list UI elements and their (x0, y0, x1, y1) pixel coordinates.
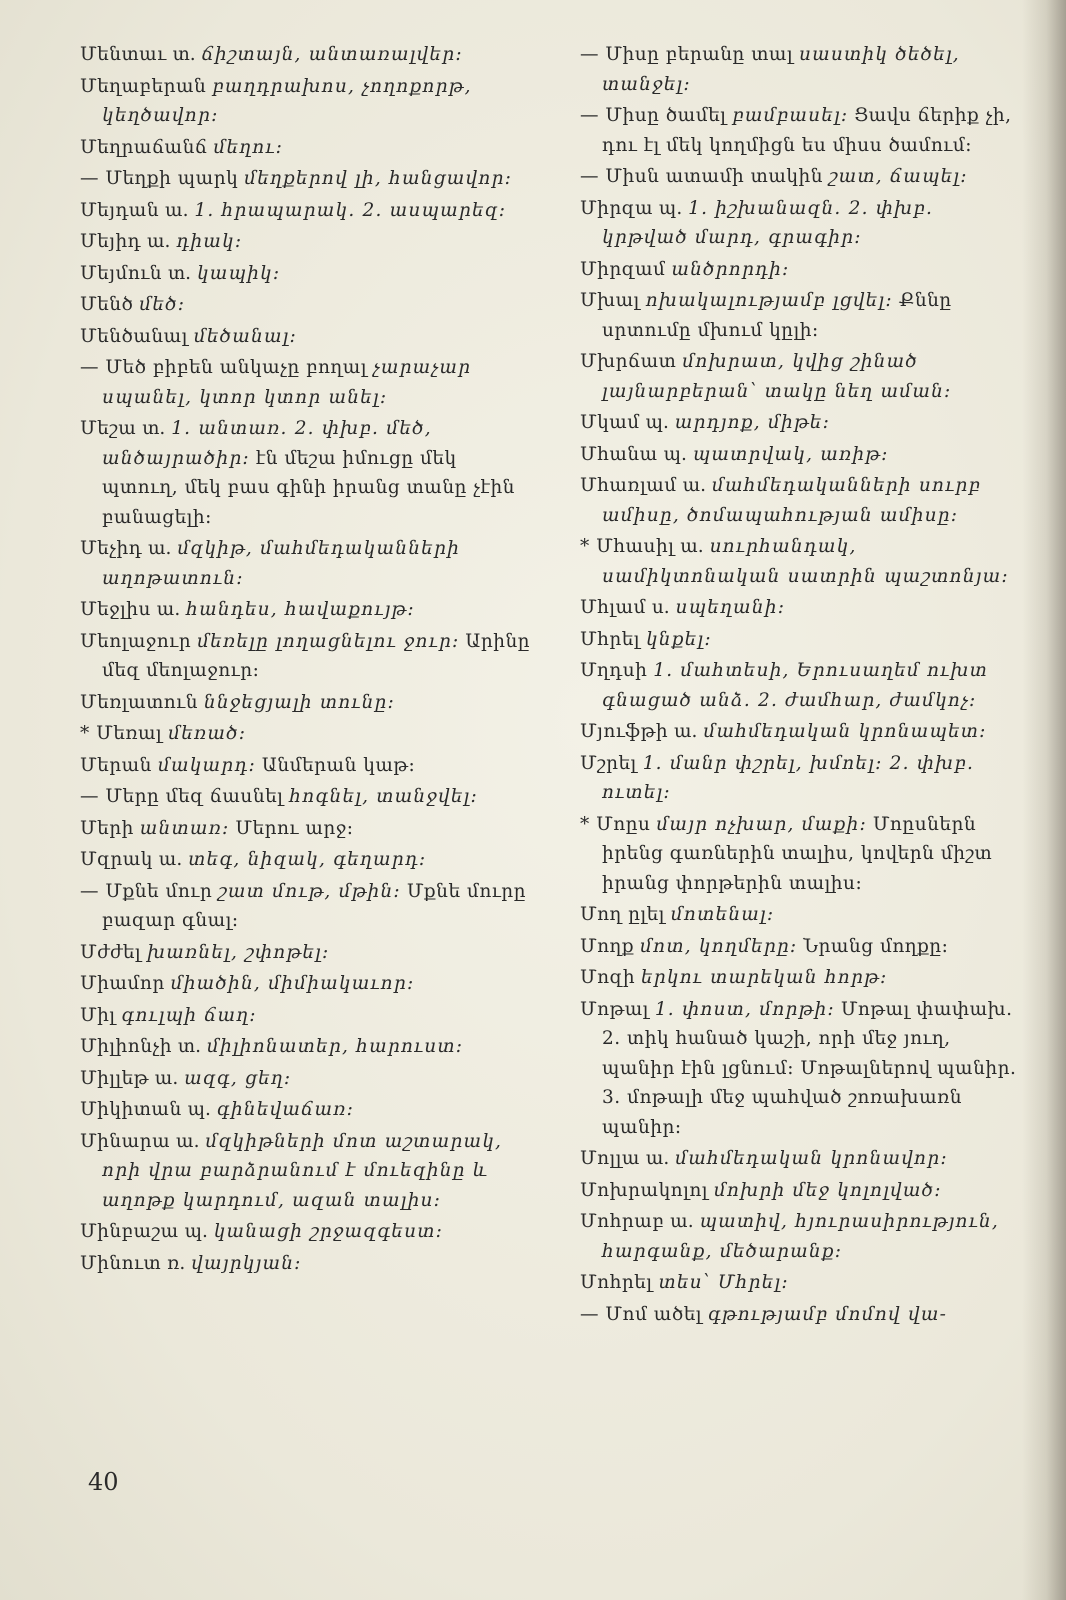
dictionary-entry (580, 40, 1020, 99)
dictionary-entry (580, 1176, 1020, 1206)
entry-headword: Մենտաւ (80, 44, 167, 65)
left-column (80, 40, 535, 1280)
entry-definition: սաստիկ ծեծել, տանջել։ (602, 44, 960, 95)
entry-definition: գթությամբ մոմով վա- (707, 1303, 948, 1325)
entry-headword: Մխալ (580, 290, 640, 311)
entry-headword: Մենծ (80, 294, 134, 315)
entry-headword: Մխրճատ (580, 351, 677, 372)
dictionary-entry (580, 471, 1020, 530)
entry-definition: կապիկ։ (196, 262, 281, 284)
dictionary-entry (80, 1032, 535, 1062)
entry-headword: * Մհասիլ (580, 536, 675, 557)
entry-grammar: ս. (651, 597, 670, 618)
entry-headword: Մշրել (580, 752, 637, 774)
dictionary-entry (80, 1064, 535, 1094)
entry-headword: Մոհրաբ (580, 1211, 665, 1232)
dictionary-entry (80, 196, 535, 226)
dictionary-entry (80, 259, 535, 289)
entry-headword: Միրզամ (580, 258, 666, 280)
dictionary-entry (580, 408, 1020, 438)
entry-grammar: ա. (680, 536, 704, 557)
entry-headword: — Մերը մեզ ճասնել (80, 786, 284, 807)
entry-definition: մզկիթների մոտ աշտարակ, որի վրա բարձրանում է մուեզինը և աղոթք կարդում, ազան տալիս։ (102, 1130, 503, 1211)
dictionary-entry (580, 440, 1020, 470)
entry-definition: միածին, միմիակաւոր։ (170, 973, 415, 994)
entry-headword: Մեյիդ (80, 231, 142, 252)
dictionary-entry (580, 625, 1020, 655)
entry-headword: Մեղաբերան (80, 75, 207, 97)
entry-headword: — Մքնե մուր (80, 880, 213, 902)
entry-headword: Մհլամ (580, 597, 646, 618)
entry-definition: գինեվաճառ։ (216, 1099, 355, 1120)
entry-definition: մեղու։ (213, 136, 284, 158)
dictionary-entry (580, 255, 1020, 285)
entry-example: Ցավս ճերիք չի, դու էլ մեկ կողմիցն ես միսս ծամում։ (602, 105, 1012, 156)
dictionary-entry (80, 72, 535, 131)
entry-grammar: ա. (674, 721, 698, 742)
entry-grammar: պ. (184, 1221, 208, 1242)
dictionary-entry (580, 286, 1020, 345)
entry-grammar: տ. (177, 1036, 201, 1057)
entry-grammar: ա. (156, 599, 181, 620)
dictionary-entry (580, 101, 1020, 160)
entry-definition: մեռած։ (168, 723, 247, 744)
entry-definition: ննջեցյալի տունը։ (203, 691, 395, 713)
entry-grammar: պ. (658, 197, 683, 219)
entry-headword: — Միսն ատամի տակին (580, 166, 823, 187)
entry-definition: կնքել։ (645, 628, 712, 650)
entry-definition: պատրվակ, առիթ։ (692, 443, 889, 465)
entry-headword: Մզրակ (80, 849, 153, 870)
entry-headword: Մինարա (80, 1130, 171, 1152)
entry-headword: * Մեռալ (80, 723, 163, 744)
dictionary-entry (80, 1127, 535, 1216)
dictionary-entry (580, 810, 1020, 899)
entry-grammar: ա. (154, 1067, 179, 1089)
entry-definition: սուրհանդակ, սամիկտոնական սատրին պաշտոնյա։ (602, 536, 1009, 587)
entry-headword: Մհառլամ (580, 475, 677, 496)
entry-definition: ազգ, ցեղ։ (184, 1067, 292, 1089)
entry-headword: Մեոլաջուր (80, 630, 192, 652)
entry-headword: Մեղրաճանճ (80, 136, 208, 158)
dictionary-entry (580, 1300, 1020, 1330)
entry-definition: մոտենալ։ (670, 904, 775, 925)
entry-grammar: ա. (165, 199, 189, 221)
entry-headword: Միլ (80, 1004, 116, 1026)
dictionary-entry (580, 900, 1020, 930)
entry-definition: մեծանալ։ (193, 325, 298, 347)
entry-example: էն մեշա իմուցը մեկ պտուղ, մեկ բաս գինի իրանց տանը չէին բանացելի։ (102, 447, 515, 528)
entry-headword: * Մոըս (580, 813, 651, 835)
entry-grammar: տ. (172, 44, 196, 65)
dictionary-entry (80, 227, 535, 257)
entry-definition: մզկիթ, մահմեդականների աղոթատուն։ (102, 538, 461, 589)
entry-headword: Մհրել (580, 628, 641, 650)
entry-definition: 1. փոստ, մորթի։ (654, 998, 835, 1020)
entry-definition: երկու տարեկան հորթ։ (640, 967, 888, 988)
dictionary-entry (80, 1217, 535, 1247)
dictionary-entry (580, 194, 1020, 253)
dictionary-entry (80, 938, 535, 968)
entry-example: Մոթալ փափախ. 2. տիկ հանած կաշի, որի մեջ յուղ, պանիր էին լցնում։ Մոթալներով պանիր. 3. մոթալի մեջ պահված շոռախառն պանիր։ (602, 998, 1017, 1138)
entry-headword: Միլիոնչի (80, 1036, 172, 1057)
dictionary-entry (80, 414, 535, 532)
entry-headword: Միկիտան (80, 1099, 182, 1120)
dictionary-entry (80, 814, 535, 844)
dictionary-entry (80, 534, 535, 593)
book-binding-shadow (1022, 0, 1066, 1600)
entry-grammar: պ. (187, 1099, 211, 1120)
entry-example: Մոըսներն իրենց գառներին տալիս, կովերն միշտ իրանց փորթերին տալիս։ (602, 813, 993, 894)
dictionary-entry (80, 719, 535, 749)
entry-definition: կանացի շրջազգեստ։ (213, 1221, 444, 1242)
entry-example: Նրանց մողքը։ (803, 935, 949, 957)
entry-definition: մահմեդական կրոնապետ։ (703, 721, 987, 742)
entry-headword: Մոզի (580, 967, 636, 988)
dictionary-entry (580, 656, 1020, 715)
entry-definition: տես՝ Մհրել։ (658, 1272, 789, 1293)
dictionary-entry (80, 627, 535, 686)
dictionary-entry (80, 353, 535, 412)
entry-definition: մեղքերով լի, հանցավոր։ (244, 168, 513, 189)
entry-headword: Մոլլա (580, 1148, 640, 1169)
entry-definition: բաղդրախոս, չողոքորթ, կեղծավոր։ (102, 75, 472, 126)
entry-headword: Մոթալ (580, 998, 649, 1020)
dictionary-entry (580, 963, 1020, 993)
entry-headword: Մյուֆթի (580, 721, 669, 742)
dictionary-entry (580, 717, 1020, 747)
entry-headword: Մղդսի (580, 660, 648, 681)
entry-headword: Մող ըլել (580, 904, 665, 925)
entry-definition: 1. մահտեսի, Երուսաղեմ ուխտ գնացած անձ. 2. ժամհար, ժամկոչ։ (602, 660, 989, 711)
dictionary-entry (580, 1207, 1020, 1266)
dictionary-entry (80, 1249, 535, 1279)
entry-definition: մեծ։ (139, 294, 186, 315)
entry-definition: ճիշտայն, անտառալվեր։ (201, 44, 463, 65)
entry-grammar: ա. (147, 538, 172, 559)
dictionary-entry (80, 595, 535, 625)
entry-definition: ոխակալությամբ լցվել։ (645, 290, 893, 311)
dictionary-entry (80, 164, 535, 194)
entry-headword: — Միսը բերանը տալ (580, 44, 794, 65)
dictionary-entry (80, 877, 535, 936)
entry-definition: արդյոք, միթե։ (674, 412, 831, 433)
entry-definition: խառնել, շփոթել։ (147, 941, 330, 963)
dictionary-entry (580, 932, 1020, 962)
dictionary-entry (580, 347, 1020, 406)
dictionary-entry (580, 1268, 1020, 1298)
entry-grammar: պ. (645, 412, 669, 433)
entry-headword: — Միսը ծամել (580, 105, 727, 126)
dictionary-entry (80, 751, 535, 781)
entry-definition: անտառ։ (139, 817, 230, 839)
entry-definition: վայրկյան։ (191, 1252, 302, 1274)
entry-definition: շատ, ճապել։ (828, 166, 968, 187)
dictionary-entry (80, 845, 535, 875)
entry-definition: մակարդ։ (157, 754, 256, 776)
entry-example: Քննը սրտումը մխում կըլի։ (602, 290, 952, 341)
dictionary-entry (580, 749, 1020, 808)
entry-headword: Մոհրել (580, 1272, 653, 1293)
dictionary-entry (580, 995, 1020, 1143)
entry-definition: հոգնել, տանջվել։ (289, 786, 478, 807)
entry-headword: Մեչիդ (80, 538, 143, 559)
dictionary-entry (80, 782, 535, 812)
entry-definition: մոտ, կողմերը։ (640, 935, 798, 957)
entry-grammar: ա. (158, 849, 183, 870)
entry-definition: մեռելը լողացնելու ջուր։ (197, 630, 460, 652)
entry-definition: անծրորդի։ (671, 258, 790, 280)
entry-headword: Մհանա (580, 443, 658, 465)
entry-headword: Մինուտ (80, 1252, 162, 1274)
entry-headword: — Մեծ բիբեն անկաչը բողալ (80, 357, 367, 378)
entry-headword: Մժժել (80, 941, 142, 963)
dictionary-entry (80, 688, 535, 718)
dictionary-entry (580, 532, 1020, 591)
entry-headword: Միամոր (80, 973, 165, 994)
entry-definition: գուլպի ճաղ։ (121, 1004, 257, 1026)
entry-grammar: ա. (670, 1211, 694, 1232)
entry-definition: մահմեդականների սուրբ ամիսը, ծոմապահության ամիսը։ (602, 475, 982, 526)
entry-grammar: ա. (645, 1148, 670, 1169)
entry-headword: Մողք (580, 935, 635, 957)
entry-example: Մերու արջ։ (235, 817, 354, 839)
entry-example: Արինը մեզ մեոլաջուր։ (102, 630, 531, 681)
entry-headword: Մեյդան (80, 199, 160, 221)
entry-example: Անմերան կաթ։ (261, 754, 416, 776)
entry-definition: չարաչար սպանել, կտոր կտոր անել։ (102, 357, 472, 408)
entry-headword: — Մեղքի պարկ (80, 168, 239, 189)
entry-grammar: պ. (663, 443, 687, 465)
entry-headword: Մոխրակոլոլ (580, 1179, 708, 1201)
entry-headword: Մեշա (80, 418, 137, 439)
entry-definition: դիակ։ (176, 231, 243, 252)
dictionary-entry (80, 1095, 535, 1125)
entry-grammar: ռ. (167, 1252, 186, 1274)
entry-headword: — Մոմ ածել (580, 1303, 702, 1325)
dictionary-entry (80, 290, 535, 320)
dictionary-entry (580, 162, 1020, 192)
entry-grammar: ա. (682, 475, 707, 496)
entry-definition: 1. իշխանազն. 2. փխբ. կրթված մարդ, գրագիր։ (602, 197, 934, 248)
dictionary-entry (80, 133, 535, 163)
dictionary-entry (80, 322, 535, 352)
entry-definition: սպեղանի։ (675, 597, 786, 618)
entry-headword: Մեյմուն (80, 262, 163, 284)
page-number: 40 (88, 1468, 119, 1496)
entry-grammar: տ. (142, 418, 166, 439)
entry-definition: պատիվ, հյուրասիրություն, հարգանք, մեծարանք։ (602, 1211, 999, 1262)
right-column (580, 40, 1020, 1331)
entry-definition: 1. անտառ. 2. փխբ. մեծ, անծայրածիր։ (102, 418, 432, 469)
entry-grammar: ա. (146, 231, 171, 252)
entry-definition: բամբասել։ (732, 105, 849, 126)
entry-definition: մոխրի մեջ կոլոլված։ (713, 1179, 942, 1201)
entry-headword: Մենծանալ (80, 325, 188, 347)
entry-definition: միլիոնատեր, հարուստ։ (206, 1036, 464, 1057)
entry-headword: Մերան (80, 754, 152, 776)
entry-example: Մքնե մուրը բազար գնալ։ (102, 880, 526, 931)
entry-headword: Մկամ (580, 412, 640, 433)
dictionary-entry (80, 969, 535, 999)
dictionary-entry (80, 40, 535, 70)
entry-definition: մայր ոչխար, մաքի։ (656, 813, 867, 835)
entry-definition: 1. մանր փշրել, խմոել։ 2. փխբ. ուտել։ (602, 752, 975, 803)
dictionary-entry (580, 1144, 1020, 1174)
entry-headword: Մեռլատուն (80, 691, 198, 713)
entry-definition: մահմեդական կրոնավոր։ (675, 1148, 948, 1169)
entry-definition: տեգ, նիզակ, գեղարդ։ (188, 849, 427, 870)
entry-headword: Միրզա (580, 197, 654, 219)
entry-headword: Մինբաշա (80, 1221, 179, 1242)
entry-headword: Միլլեթ (80, 1067, 149, 1089)
entry-definition: մոխրատ, կվից շինած լայնարբերան՝ տակը նեղ աման։ (602, 351, 952, 402)
entry-definition: շատ մութ, մթին։ (218, 880, 401, 902)
dictionary-entry (580, 593, 1020, 623)
entry-grammar: ա. (176, 1130, 200, 1152)
entry-headword: Մեջլիս (80, 599, 151, 620)
entry-headword: Մերի (80, 817, 134, 839)
entry-definition: 1. հրապարակ. 2. ասպարեզ։ (194, 199, 507, 221)
entry-grammar: տ. (167, 262, 192, 284)
dictionary-entry (80, 1001, 535, 1031)
entry-definition: հանդես, հավաքույթ։ (186, 599, 415, 620)
